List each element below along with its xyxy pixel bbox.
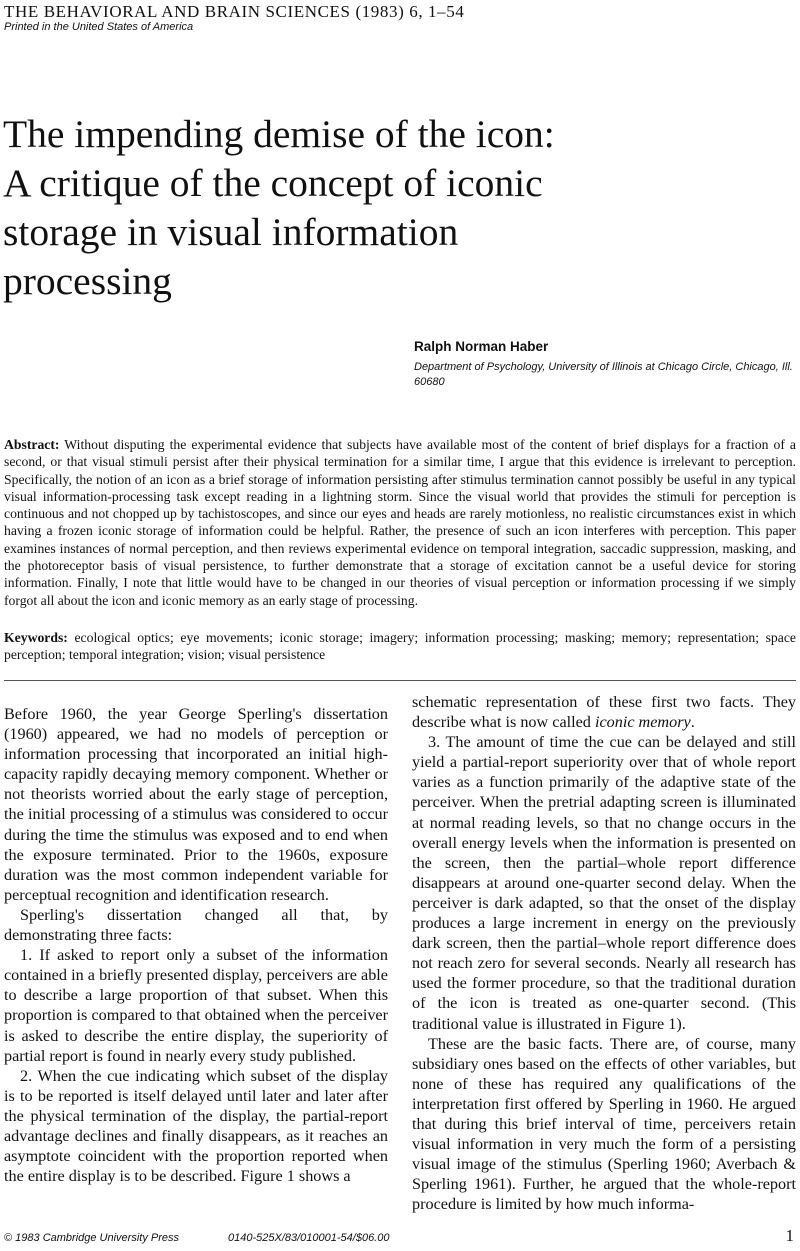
abstract [4, 436, 796, 609]
page-number: 1 [785, 1226, 794, 1245]
body-column-left [4, 704, 388, 1186]
body-column-right [412, 692, 796, 1214]
article-title [3, 110, 793, 306]
author-name: Ralph Norman Haber [414, 339, 549, 354]
body-paragraph: 3. The amount of time the cue can be delayed and still yield a partial-report superiority over that of whole report varies as a function primarily of the adaptive state of the perceiver. When the pretrial adapting screen is illuminated at normal reading levels, so that no change occurs in the overall energy levels when the information is presented on the screen, then the partial–whole report difference disappears at around one-quarter second delay. When the perceiver is dark adapted, so that the onset of the display produces a large increment in energy on the previously dark screen, then the partial–whole report difference does not reach zero for several seconds. Nearly all research has used the former procedure, so that the traditional duration of the icon is treated as one-quarter second. (This traditional value is illustrated in Figure 1). [412, 733, 796, 1033]
journal-header: THE BEHAVIORAL AND BRAIN SCIENCES (1983) 6, 1–54 [4, 2, 465, 21]
title-line: A critique of the concept of iconic [3, 161, 543, 205]
abstract-text: Without disputing the experimental evidence that subjects have available most of the content of brief displays for a fraction of a second, or that visual stimuli persist after their physical termination for a similar time, I argue that this evidence is irrelevant to perception. Specifically, the notion of an icon as a brief storage of information persisting after stimulus termination cannot possibly be useful in any typical visual information-processing task except reading in a lightning storm. Since the visual world that provides the stimuli for perception is continuous and not chopped up by tachistoscopes, and since our eyes and heads are rarely motionless, no realistic circumstances exist in which having a frozen iconic storage of information could be helpful. Rather, the presence of such an icon interferes with perception. This paper examines instances of normal perception, and then reviews experimental evidence on temporal integration, saccadic suppression, masking, and the photoreceptor basis of visual persistence, to further demonstrate that a storage of excitation cannot be a useful device for storing information. Finally, I note that little would have to be changed in our theories of visual perception or information processing if we simply forgot all about the icon and iconic memory as an early stage of processing. [4, 437, 796, 608]
section-divider [4, 680, 796, 681]
body-paragraph [412, 692, 796, 732]
body-text: schematic representation of these first two facts. They describe what is now called [412, 693, 796, 732]
body-text: . [690, 713, 695, 732]
body-paragraph: Sperling's dissertation changed all that, by demonstrating three facts: [4, 905, 388, 945]
emphasis-term: iconic memory [594, 713, 691, 732]
keywords-text: ecological optics; eye movements; iconic storage; imagery; information processing; masking; memory; representation; space perception; temporal integration; vision; visual persistence [4, 630, 796, 663]
abstract-label: Abstract: [4, 437, 60, 452]
footer-copyright: © 1983 Cambridge University Press [4, 1232, 180, 1244]
title-line: processing [3, 259, 172, 303]
author-affiliation: Department of Psychology, University of Illinois at Chicago Circle, Chicago, Ill. 60680 [414, 361, 793, 388]
body-paragraph: These are the basic facts. There are, of course, many subsidiary ones based on the effects of other variables, but none of these has required any qualifications of the interpretation first offered by Sperling in 1960. He argued that during this brief interval of time, perceivers retain visual information in very much the form of a persisting visual image of the stimulus (Sperling 1960; Averbach & Sperling 1961). Further, he argued that the whole-report procedure is limited by how much informa- [412, 1034, 796, 1214]
title-line: storage in visual information [3, 210, 459, 254]
title-line: The impending demise of the icon: [3, 112, 555, 156]
keywords-label: Keywords: [4, 630, 68, 645]
printed-note: Printed in the United States of America [4, 21, 194, 33]
body-paragraph: 2. When the cue indicating which subset of the display is to be reported is itself delayed until later and later after the physical termination of the display, the partial-report advantage declines and finally disappears, as it reaches an asymptote coincident with the proportion reported when the entire display is to be described. Figure 1 shows a [4, 1066, 388, 1186]
body-paragraph: Before 1960, the year George Sperling's dissertation (1960) appeared, we had no models of perception or information processing that incorporated an initial high-capacity rapidly decaying memory component. Whether or not theorists worried about the early stage of perception, the initial processing of a stimulus was considered to occur during the time the stimulus was exposed and to end when the exposure terminated. Prior to the 1960s, exposure duration was the most common independent variable for perceptual recognition and identification research. [4, 705, 388, 904]
body-paragraph: 1. If asked to report only a subset of the information contained in a briefly presented display, perceivers are able to describe a large proportion of that subset. When this proportion is compared to that obtained when the perceiver is asked to describe the entire display, the superiority of partial report is found in nearly every study published. [4, 946, 388, 1065]
keywords [4, 629, 796, 664]
footer-issn: 0140-525X/83/010001-54/$06.00 [228, 1232, 390, 1244]
